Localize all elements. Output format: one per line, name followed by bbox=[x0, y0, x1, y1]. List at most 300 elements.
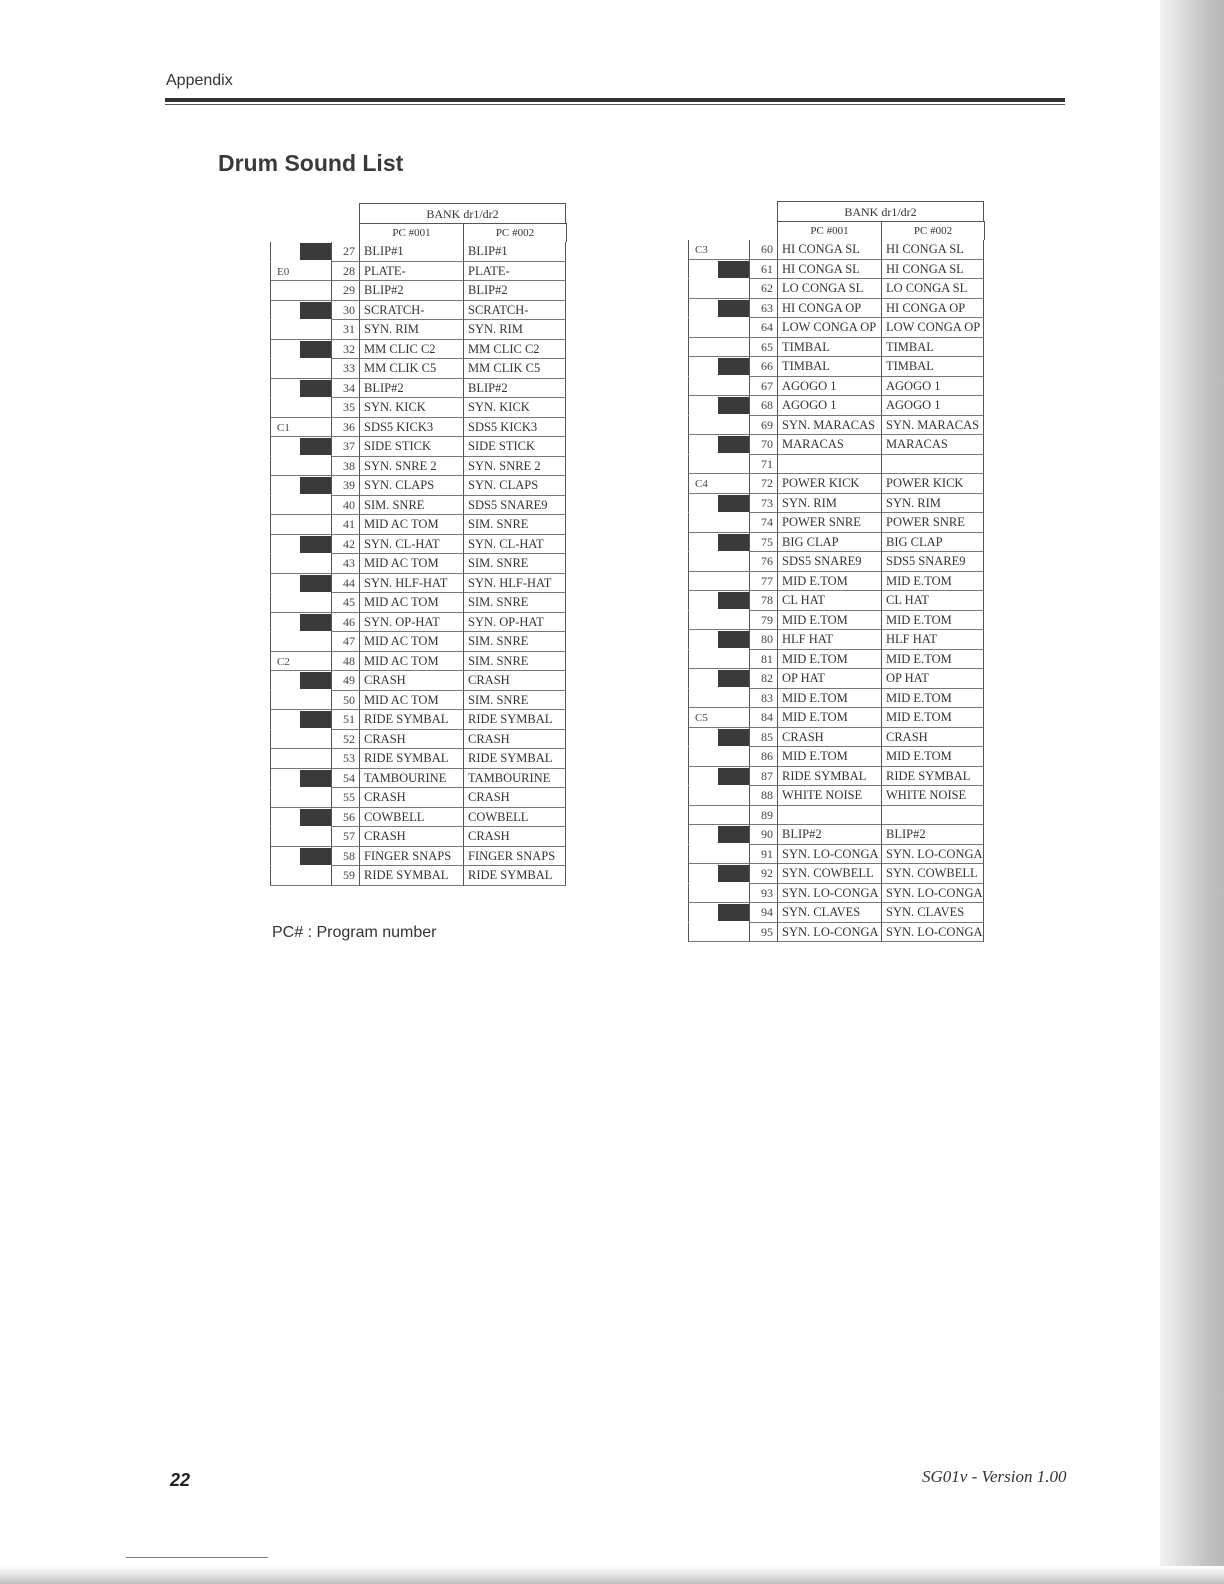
pc1-sound: SYN. LO-CONGA bbox=[777, 923, 881, 943]
pc2-sound: SDS5 SNARE9 bbox=[881, 552, 984, 572]
pc2-sound: RIDE SYMBAL bbox=[463, 866, 566, 886]
table-row bbox=[270, 515, 566, 535]
pc1-sound: TIMBAL bbox=[777, 357, 881, 377]
table-row bbox=[688, 728, 984, 748]
piano-key bbox=[688, 572, 749, 592]
bank-header: BANK dr1/dr2 bbox=[359, 203, 566, 224]
pc1-sound: SYN. RIM bbox=[777, 494, 881, 514]
table-row bbox=[270, 379, 566, 399]
note-number: 51 bbox=[331, 710, 359, 730]
table-row bbox=[270, 398, 566, 418]
black-key bbox=[718, 670, 749, 687]
note-number: 72 bbox=[749, 474, 777, 494]
pc1-sound: MID E.TOM bbox=[777, 572, 881, 592]
pc2-sound: SDS5 SNARE9 bbox=[463, 496, 566, 516]
note-number: 48 bbox=[331, 652, 359, 672]
page-number: 22 bbox=[170, 1470, 191, 1490]
pc1-sound: MID E.TOM bbox=[777, 689, 881, 709]
octave-label: C4 bbox=[695, 478, 708, 490]
note-number: 49 bbox=[331, 671, 359, 691]
pc1-sound: SYN. LO-CONGA bbox=[777, 884, 881, 904]
pc1-sound: MARACAS bbox=[777, 435, 881, 455]
pc2-sound: MID E.TOM bbox=[881, 708, 984, 728]
note-number: 85 bbox=[749, 728, 777, 748]
pc1-sound: SYN. KICK bbox=[359, 398, 463, 418]
pc2-sound: RIDE SYMBAL bbox=[881, 767, 984, 787]
pc2-sound: MID E.TOM bbox=[881, 611, 984, 631]
table-row bbox=[688, 299, 984, 319]
pc1-sound: COWBELL bbox=[359, 808, 463, 828]
note-number: 63 bbox=[749, 299, 777, 319]
note-number: 30 bbox=[331, 301, 359, 321]
octave-label: C2 bbox=[277, 655, 290, 668]
table-row bbox=[688, 825, 984, 845]
table-row bbox=[688, 474, 984, 494]
table-row bbox=[688, 279, 984, 299]
pc2-sound: SYN. HLF-HAT bbox=[463, 574, 566, 594]
pc2-sound: CRASH bbox=[463, 671, 566, 691]
pc1-sound: PLATE- bbox=[359, 262, 463, 282]
note-number: 47 bbox=[331, 632, 359, 652]
pc2-sound: SIM. SNRE bbox=[463, 691, 566, 711]
table-row bbox=[688, 318, 984, 338]
table-row bbox=[270, 749, 566, 769]
black-key bbox=[300, 770, 331, 787]
piano-key bbox=[270, 769, 331, 789]
pc1-sound: MID AC TOM bbox=[359, 652, 463, 672]
note-number: 34 bbox=[331, 379, 359, 399]
page-bottom-shadow bbox=[0, 1566, 1224, 1584]
pc1-sound: SIM. SNRE bbox=[359, 496, 463, 516]
pc2-sound: CRASH bbox=[463, 730, 566, 750]
piano-key bbox=[688, 279, 749, 299]
table-row bbox=[270, 808, 566, 828]
piano-key bbox=[270, 574, 331, 594]
piano-key bbox=[688, 318, 749, 338]
piano-key bbox=[270, 476, 331, 496]
pc1-sound: CRASH bbox=[359, 671, 463, 691]
note-number: 41 bbox=[331, 515, 359, 535]
table-row bbox=[270, 535, 566, 555]
note-number: 43 bbox=[331, 554, 359, 574]
table-row bbox=[688, 513, 984, 533]
pc1-sound: BIG CLAP bbox=[777, 533, 881, 553]
piano-key bbox=[270, 379, 331, 399]
pc1-sound: CRASH bbox=[777, 728, 881, 748]
note-number: 68 bbox=[749, 396, 777, 416]
pc2-sound: SYN. LO-CONGA bbox=[881, 923, 984, 943]
piano-key bbox=[688, 650, 749, 670]
pc1-sound: SIDE STICK bbox=[359, 437, 463, 457]
table-row bbox=[688, 650, 984, 670]
piano-key bbox=[688, 923, 749, 943]
piano-key bbox=[270, 808, 331, 828]
pc2-sound: MID E.TOM bbox=[881, 650, 984, 670]
note-number: 73 bbox=[749, 494, 777, 514]
piano-key bbox=[270, 632, 331, 652]
piano-key bbox=[270, 496, 331, 516]
pc2-sound: SYN. CLAPS bbox=[463, 476, 566, 496]
table-row bbox=[270, 496, 566, 516]
pc2-sound: MM CLIK C5 bbox=[463, 359, 566, 379]
pc2-sound: WHITE NOISE bbox=[881, 786, 984, 806]
note-number: 61 bbox=[749, 260, 777, 280]
pc1-sound: MID AC TOM bbox=[359, 515, 463, 535]
page-title: Drum Sound List bbox=[218, 150, 404, 176]
note-number: 92 bbox=[749, 864, 777, 884]
table-row bbox=[688, 630, 984, 650]
piano-key bbox=[270, 359, 331, 379]
pc2-sound: SYN. CL-HAT bbox=[463, 535, 566, 555]
table-row bbox=[270, 262, 566, 282]
piano-key bbox=[688, 708, 749, 728]
table-row bbox=[688, 591, 984, 611]
black-key bbox=[300, 243, 331, 260]
pc2-sound: FINGER SNAPS bbox=[463, 847, 566, 867]
note-number: 27 bbox=[331, 242, 359, 262]
table-row bbox=[688, 533, 984, 553]
pc1-sound bbox=[777, 455, 881, 475]
table-row bbox=[270, 769, 566, 789]
pc2-sound: CRASH bbox=[463, 827, 566, 847]
pc2-sound: BLIP#2 bbox=[881, 825, 984, 845]
note-number: 36 bbox=[331, 418, 359, 438]
note-number: 77 bbox=[749, 572, 777, 592]
piano-key bbox=[688, 435, 749, 455]
note-number: 76 bbox=[749, 552, 777, 572]
pc2-sound: RIDE SYMBAL bbox=[463, 710, 566, 730]
note-number: 80 bbox=[749, 630, 777, 650]
pc2-sound: OP HAT bbox=[881, 669, 984, 689]
pc1-sound: SDS5 KICK3 bbox=[359, 418, 463, 438]
pc1-sound: WHITE NOISE bbox=[777, 786, 881, 806]
table-row bbox=[270, 242, 566, 262]
black-key bbox=[718, 592, 749, 609]
octave-label: C1 bbox=[277, 421, 290, 434]
note-number: 37 bbox=[331, 437, 359, 457]
black-key bbox=[300, 380, 331, 397]
pc2-sound: MID E.TOM bbox=[881, 572, 984, 592]
note-number: 65 bbox=[749, 338, 777, 358]
pc1-sound: SYN. SNRE 2 bbox=[359, 457, 463, 477]
pc2-sound: SYN. RIM bbox=[463, 320, 566, 340]
pc1-sound: RIDE SYMBAL bbox=[777, 767, 881, 787]
note-number: 64 bbox=[749, 318, 777, 338]
pc1-sound: SYN. CL-HAT bbox=[359, 535, 463, 555]
table-row bbox=[270, 301, 566, 321]
pc1-sound: SYN. LO-CONGA bbox=[777, 845, 881, 865]
note-number: 44 bbox=[331, 574, 359, 594]
black-key bbox=[718, 436, 749, 453]
pc2-sound: CRASH bbox=[881, 728, 984, 748]
pc2-sound: CL HAT bbox=[881, 591, 984, 611]
piano-key bbox=[688, 455, 749, 475]
pc1-sound: SYN. MARACAS bbox=[777, 416, 881, 436]
black-key bbox=[718, 300, 749, 317]
piano-key bbox=[270, 320, 331, 340]
piano-key bbox=[688, 240, 749, 260]
pc1-sound: MID AC TOM bbox=[359, 632, 463, 652]
pc2-sound: SIM. SNRE bbox=[463, 593, 566, 613]
pc2-sound: SYN. LO-CONGA bbox=[881, 845, 984, 865]
black-key bbox=[300, 711, 331, 728]
table-row bbox=[270, 710, 566, 730]
table-row bbox=[270, 476, 566, 496]
pc1-sound: MID E.TOM bbox=[777, 708, 881, 728]
piano-key bbox=[688, 299, 749, 319]
pc2-sound: BLIP#2 bbox=[463, 281, 566, 301]
piano-key bbox=[688, 884, 749, 904]
piano-key bbox=[270, 593, 331, 613]
piano-key bbox=[270, 515, 331, 535]
pc1-sound: SYN. COWBELL bbox=[777, 864, 881, 884]
pc2-sound: SIM. SNRE bbox=[463, 554, 566, 574]
pc2-sound: SYN. SNRE 2 bbox=[463, 457, 566, 477]
header-rule bbox=[165, 98, 1065, 102]
pc2-sound: LOW CONGA OP bbox=[881, 318, 984, 338]
table-row bbox=[688, 260, 984, 280]
octave-label: E0 bbox=[277, 265, 290, 278]
black-key bbox=[300, 341, 331, 358]
black-key bbox=[300, 672, 331, 689]
pc1-sound: LOW CONGA OP bbox=[777, 318, 881, 338]
black-key bbox=[300, 438, 331, 455]
note-number: 52 bbox=[331, 730, 359, 750]
pc2-sound: COWBELL bbox=[463, 808, 566, 828]
pc1-sound: CRASH bbox=[359, 827, 463, 847]
table-row bbox=[688, 494, 984, 514]
table-row bbox=[688, 884, 984, 904]
piano-key bbox=[688, 747, 749, 767]
piano-key bbox=[270, 613, 331, 633]
table-row bbox=[270, 418, 566, 438]
black-key bbox=[300, 848, 331, 865]
pc1-sound: POWER SNRE bbox=[777, 513, 881, 533]
table-row bbox=[688, 416, 984, 436]
piano-key bbox=[270, 847, 331, 867]
pc1-sound: SYN. CLAVES bbox=[777, 903, 881, 923]
pc1-sound: MID AC TOM bbox=[359, 593, 463, 613]
piano-key bbox=[688, 338, 749, 358]
table-row bbox=[688, 669, 984, 689]
note-number: 86 bbox=[749, 747, 777, 767]
table-row bbox=[688, 806, 984, 826]
table-row bbox=[688, 455, 984, 475]
header-rule-thin bbox=[165, 104, 1065, 105]
pc1-sound: SYN. RIM bbox=[359, 320, 463, 340]
piano-key bbox=[270, 437, 331, 457]
pc2-sound: SIM. SNRE bbox=[463, 515, 566, 535]
pc2-sound: SIDE STICK bbox=[463, 437, 566, 457]
table-row bbox=[688, 435, 984, 455]
pc1-sound: BLIP#2 bbox=[359, 281, 463, 301]
pc1-sound: CL HAT bbox=[777, 591, 881, 611]
black-key bbox=[300, 575, 331, 592]
pc2-sound: AGOGO 1 bbox=[881, 396, 984, 416]
piano-key bbox=[688, 260, 749, 280]
piano-key bbox=[270, 262, 331, 282]
pc2-sound: SYN. MARACAS bbox=[881, 416, 984, 436]
table-row bbox=[270, 457, 566, 477]
note-number: 89 bbox=[749, 806, 777, 826]
pc1-sound: MM CLIK C5 bbox=[359, 359, 463, 379]
table-row bbox=[270, 574, 566, 594]
pc1-sound: CRASH bbox=[359, 788, 463, 808]
pc2-sound: SYN. COWBELL bbox=[881, 864, 984, 884]
piano-key bbox=[270, 710, 331, 730]
pc2-sound: BIG CLAP bbox=[881, 533, 984, 553]
piano-key bbox=[270, 457, 331, 477]
table-row bbox=[688, 377, 984, 397]
pc1-sound: SDS5 SNARE9 bbox=[777, 552, 881, 572]
table-row bbox=[270, 847, 566, 867]
piano-key bbox=[270, 652, 331, 672]
note-number: 95 bbox=[749, 923, 777, 943]
note-number: 33 bbox=[331, 359, 359, 379]
pc1-sound: AGOGO 1 bbox=[777, 377, 881, 397]
table-row bbox=[688, 572, 984, 592]
black-key bbox=[300, 614, 331, 631]
pc2-sound: SCRATCH- bbox=[463, 301, 566, 321]
pc2-sound: MID E.TOM bbox=[881, 689, 984, 709]
note-number: 32 bbox=[331, 340, 359, 360]
note-number: 60 bbox=[749, 240, 777, 260]
table-row bbox=[270, 632, 566, 652]
pc1-sound: HI CONGA SL bbox=[777, 260, 881, 280]
pc2-sound: SYN. RIM bbox=[881, 494, 984, 514]
version-label: SG01v - Version 1.00 bbox=[922, 1467, 1067, 1486]
piano-key bbox=[270, 691, 331, 711]
piano-key bbox=[270, 788, 331, 808]
note-number: 75 bbox=[749, 533, 777, 553]
piano-key bbox=[270, 398, 331, 418]
pc2-sound: MARACAS bbox=[881, 435, 984, 455]
pc1-sound: RIDE SYMBAL bbox=[359, 710, 463, 730]
piano-key bbox=[270, 866, 331, 886]
piano-key bbox=[688, 630, 749, 650]
note-number: 57 bbox=[331, 827, 359, 847]
piano-key bbox=[270, 554, 331, 574]
table-row bbox=[270, 671, 566, 691]
pc2-sound: SDS5 KICK3 bbox=[463, 418, 566, 438]
note-number: 66 bbox=[749, 357, 777, 377]
table-row bbox=[270, 613, 566, 633]
pc2-sound: SIM. SNRE bbox=[463, 632, 566, 652]
pc2-sound: TIMBAL bbox=[881, 357, 984, 377]
note-number: 55 bbox=[331, 788, 359, 808]
pc1-sound: BLIP#1 bbox=[359, 242, 463, 262]
piano-key bbox=[688, 864, 749, 884]
pc1-sound: CRASH bbox=[359, 730, 463, 750]
note-number: 45 bbox=[331, 593, 359, 613]
piano-key bbox=[270, 749, 331, 769]
table-row bbox=[688, 864, 984, 884]
table-row bbox=[688, 767, 984, 787]
section-label: Appendix bbox=[166, 72, 233, 89]
note-number: 58 bbox=[331, 847, 359, 867]
pc2-header: PC #002 bbox=[463, 223, 567, 242]
black-key bbox=[718, 729, 749, 746]
pc2-sound: LO CONGA SL bbox=[881, 279, 984, 299]
piano-key bbox=[688, 689, 749, 709]
note-number: 82 bbox=[749, 669, 777, 689]
pc2-sound: TIMBAL bbox=[881, 338, 984, 358]
black-key bbox=[718, 865, 749, 882]
table-row bbox=[270, 554, 566, 574]
pc2-sound: SYN. OP-HAT bbox=[463, 613, 566, 633]
black-key bbox=[718, 534, 749, 551]
pc1-sound: HLF HAT bbox=[777, 630, 881, 650]
note-number: 71 bbox=[749, 455, 777, 475]
pc1-sound: HI CONGA SL bbox=[777, 240, 881, 260]
pc1-sound: MID AC TOM bbox=[359, 691, 463, 711]
pc2-sound bbox=[881, 806, 984, 826]
table-row bbox=[270, 359, 566, 379]
note-number: 31 bbox=[331, 320, 359, 340]
note-number: 88 bbox=[749, 786, 777, 806]
bank-header: BANK dr1/dr2 bbox=[777, 201, 984, 222]
piano-key bbox=[270, 418, 331, 438]
table-row bbox=[688, 611, 984, 631]
black-key bbox=[300, 536, 331, 553]
pc1-sound: SYN. CLAPS bbox=[359, 476, 463, 496]
piano-key bbox=[688, 377, 749, 397]
note-number: 62 bbox=[749, 279, 777, 299]
piano-key bbox=[688, 903, 749, 923]
pc1-sound: FINGER SNAPS bbox=[359, 847, 463, 867]
note-number: 87 bbox=[749, 767, 777, 787]
note-number: 29 bbox=[331, 281, 359, 301]
pc2-sound: HLF HAT bbox=[881, 630, 984, 650]
piano-key bbox=[688, 533, 749, 553]
piano-key bbox=[270, 671, 331, 691]
piano-key bbox=[270, 535, 331, 555]
table-row bbox=[688, 903, 984, 923]
pc1-sound: SYN. HLF-HAT bbox=[359, 574, 463, 594]
table-row bbox=[270, 320, 566, 340]
table-row bbox=[270, 691, 566, 711]
note-number: 54 bbox=[331, 769, 359, 789]
pc2-sound: BLIP#2 bbox=[463, 379, 566, 399]
piano-key bbox=[688, 806, 749, 826]
pc2-sound: MID E.TOM bbox=[881, 747, 984, 767]
pc2-sound: RIDE SYMBAL bbox=[463, 749, 566, 769]
pc2-sound: SIM. SNRE bbox=[463, 652, 566, 672]
pc1-header: PC #001 bbox=[777, 221, 882, 240]
piano-key bbox=[688, 825, 749, 845]
black-key bbox=[718, 358, 749, 375]
pc1-sound: MM CLIC C2 bbox=[359, 340, 463, 360]
piano-key bbox=[688, 396, 749, 416]
pc1-sound: TAMBOURINE bbox=[359, 769, 463, 789]
black-key bbox=[300, 809, 331, 826]
piano-key bbox=[688, 591, 749, 611]
note-number: 83 bbox=[749, 689, 777, 709]
pc2-sound: HI CONGA SL bbox=[881, 240, 984, 260]
black-key bbox=[718, 261, 749, 278]
pc1-sound: LO CONGA SL bbox=[777, 279, 881, 299]
table-row bbox=[688, 747, 984, 767]
piano-key bbox=[270, 340, 331, 360]
pc1-sound: POWER KICK bbox=[777, 474, 881, 494]
pc2-sound: HI CONGA OP bbox=[881, 299, 984, 319]
table-row bbox=[688, 338, 984, 358]
table-row bbox=[270, 866, 566, 886]
note-number: 56 bbox=[331, 808, 359, 828]
pc2-sound: POWER SNRE bbox=[881, 513, 984, 533]
piano-key bbox=[688, 767, 749, 787]
piano-key bbox=[270, 730, 331, 750]
